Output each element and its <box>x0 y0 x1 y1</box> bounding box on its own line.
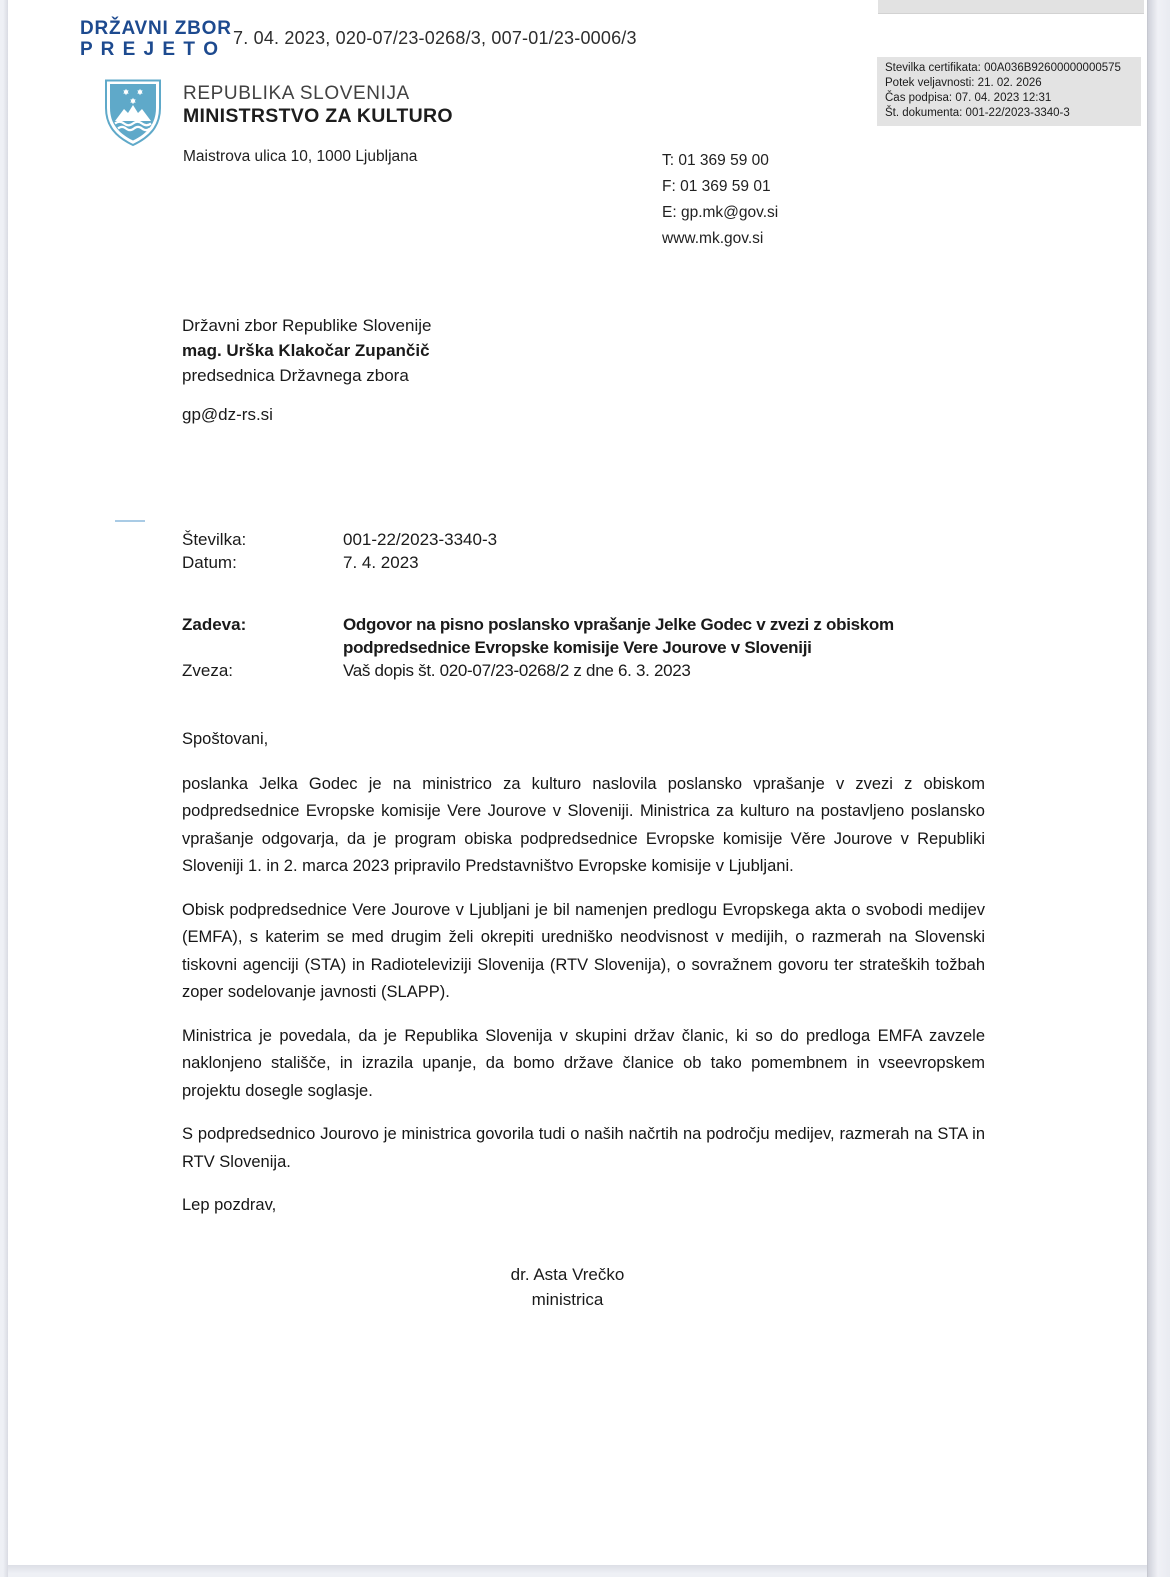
recipient-org: Državni zbor Republike Slovenije <box>182 316 432 335</box>
signature-name: dr. Asta Vrečko <box>510 1265 625 1284</box>
paragraph-1: poslanka Jelka Godec je na ministrico za kulturo naslovila poslansko vprašanje v zvezi z obiskom podpredsednice Evropske komisije Vere Jourove v Sloveniji. Ministrica za kulturo na postavljeno poslansko vprašanje odgovarja, da je program obiska podpredsednice Evropske komisije Věre Jourove v Republiki Sloveniji 1. in 2. marca 2023 pripravilo Predstavništvo Evropske komisije v Ljubljani. <box>182 774 985 875</box>
certificate-sign-time: Čas podpisa: 07. 04. 2023 12:31 <box>885 92 1052 104</box>
subject-value: Odgovor na pisno poslansko vprašanje Jelke Godec v zvezi z obiskom podpredsednice Evropske komisije Vere Jourove v Sloveniji <box>343 615 894 657</box>
recipient-block <box>182 313 431 388</box>
page-edge-bottom <box>8 1565 1147 1577</box>
slovenia-coat-of-arms-icon <box>102 79 164 147</box>
certificate-number: Stevilka certifikata: 00A036B92600000000575 <box>885 62 1121 74</box>
contact-website: www.mk.gov.si <box>662 230 764 247</box>
contact-fax: F: 01 369 59 01 <box>662 178 771 195</box>
certificate-validity: Potek veljavnosti: 21. 02. 2026 <box>885 77 1042 89</box>
page-edge-right <box>1147 0 1170 1577</box>
certificate-box <box>877 57 1141 126</box>
paragraph-3: Ministrica je povedala, da je Republika Slovenija v skupini držav članic, ki so do predloga EMFA zavzele naklonjeno stališče, in izrazila upanje, da bomo države članice ob tako pomembnem in vseevropskem projektu dosegle soglasje. <box>182 1026 985 1100</box>
document-meta <box>182 529 497 574</box>
letterhead-ministry: MINISTRSTVO ZA KULTURO <box>183 105 453 127</box>
top-gray-bar <box>878 0 1144 14</box>
letterhead-country: REPUBLIKA SLOVENIJA <box>183 83 410 104</box>
certificate-doc-number: Št. dokumenta: 001-22/2023-3340-3 <box>885 107 1070 119</box>
number-label: Številka: <box>182 530 247 549</box>
contact-phone: T: 01 369 59 00 <box>662 152 769 169</box>
recipient-name: mag. Urška Klakočar Zupančič <box>182 341 430 360</box>
received-note: 7. 04. 2023, 020-07/23-0268/3, 007-01/23-0006/3 <box>233 28 637 48</box>
subject-block <box>182 613 991 682</box>
letterhead-contact <box>662 148 778 252</box>
contact-email: E: gp.mk@gov.si <box>662 204 779 221</box>
subject-label: Zadeva: <box>182 615 247 634</box>
number-value: 001-22/2023-3340-3 <box>343 530 498 549</box>
fold-mark <box>115 520 145 522</box>
paragraph-2: Obisk podpredsednice Vere Jourove v Ljubljani je bil namenjen predlogu Evropskega akta o svobodi medijev (EMFA), s katerim se med drugim želi okrepiti uredniško neodvisnost v medijih, o razmerah na Slovenski tiskovni agenciji (STA) in Radioteleviziji Slovenija (RTV Slovenija), o sovražnem govoru ter strateških tožbah zoper sodelovanje javnosti (SLAPP). <box>182 900 985 1001</box>
meta-number-row <box>182 529 497 552</box>
letter-body <box>182 726 985 1220</box>
date-value: 7. 4. 2023 <box>343 552 419 572</box>
recipient-email: gp@dz-rs.si <box>182 405 273 424</box>
date-label: Datum: <box>182 552 237 572</box>
paragraph-4: S podpredsednico Jourovo je ministrica govorila tudi o naših načrtih na področju medijev, razmerah na STA in RTV Slovenija. <box>182 1125 985 1171</box>
signature-block <box>166 1262 969 1312</box>
meta-date-row <box>182 552 497 575</box>
closing: Lep pozdrav, <box>182 1196 277 1214</box>
reference-value: Vaš dopis št. 020-07/23-0268/2 z dne 6. 3. 2023 <box>343 661 691 680</box>
letterhead-address: Maistrova ulica 10, 1000 Ljubljana <box>183 148 418 165</box>
received-stamp-org: DRŽAVNI ZBOR <box>80 18 232 39</box>
signature-title: ministrica <box>531 1290 604 1309</box>
received-stamp-status: P R E J E T O <box>80 39 220 60</box>
subject-row <box>182 613 991 659</box>
page-edge-left <box>0 0 8 1577</box>
received-stamp <box>80 18 232 60</box>
salutation: Spoštovani, <box>182 730 269 748</box>
reference-label: Zveza: <box>182 661 234 680</box>
recipient-title: predsednica Državnega zbora <box>182 366 409 385</box>
reference-row <box>182 659 991 682</box>
